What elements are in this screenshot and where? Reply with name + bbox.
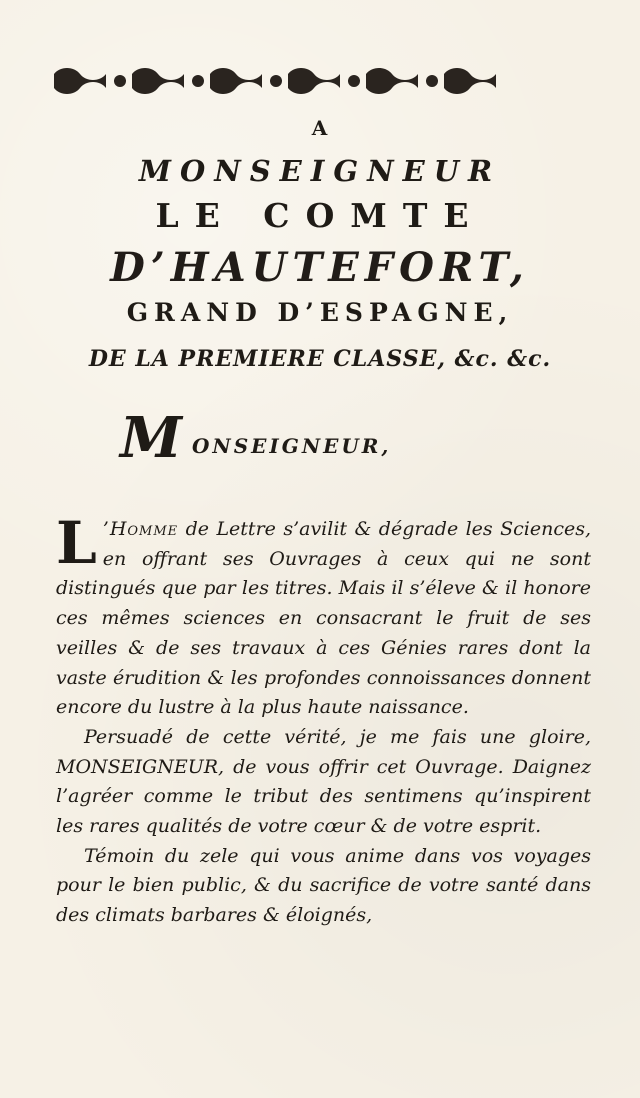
paragraph-3: Témoin du zele qui vous anime dans vos voyages pour le bien public, & du sacrifice de votre santé dans des climats barbares & éloignés,	[56, 844, 591, 927]
paragraph-1-text: de Lettre s’avilit & dégrade les Sciences, en offrant ses Ouvrages à ceux qui ne sont distingués que par les titres. Mais il s’éleve & il honore ces mêmes sciences en consacrant le fruit de ses veilles & de ses travaux à ces Génies rares dont la vaste érudition & les profondes connoissances donnent encore du lustre à la plus haute naissance.	[56, 518, 591, 719]
title-line-1: MONSEIGNEUR	[138, 154, 502, 188]
title-line-4: GRAND D’ESPAGNE,	[126, 298, 514, 327]
salutation	[120, 405, 392, 471]
paragraph-2: Persuadé de cette vérité, je me fais une gloire, MONSEIGNEUR, de vous offrir cet Ouvrage. Daignez l’agréer comme le tribut des sentimens qu’inspirent les rares qualités de votre cœur & de votre esprit.	[56, 725, 591, 838]
salutation-initial: M	[120, 405, 182, 471]
paragraph-1	[56, 509, 591, 723]
ornament-icon	[48, 64, 518, 98]
paragraph-1-lead: ’Homme	[102, 518, 179, 540]
title-line-2: LE COMTE	[155, 196, 485, 235]
ornament-band	[48, 64, 518, 98]
dedication-to: A	[311, 116, 329, 140]
letter-body	[56, 509, 591, 931]
drop-cap: L	[56, 509, 97, 577]
title-line-5: DE LA PREMIERE CLASSE, &c. &c.	[88, 346, 552, 372]
title-line-3: D’HAUTEFORT,	[110, 244, 530, 291]
salutation-rest: ONSEIGNEUR,	[192, 434, 392, 458]
